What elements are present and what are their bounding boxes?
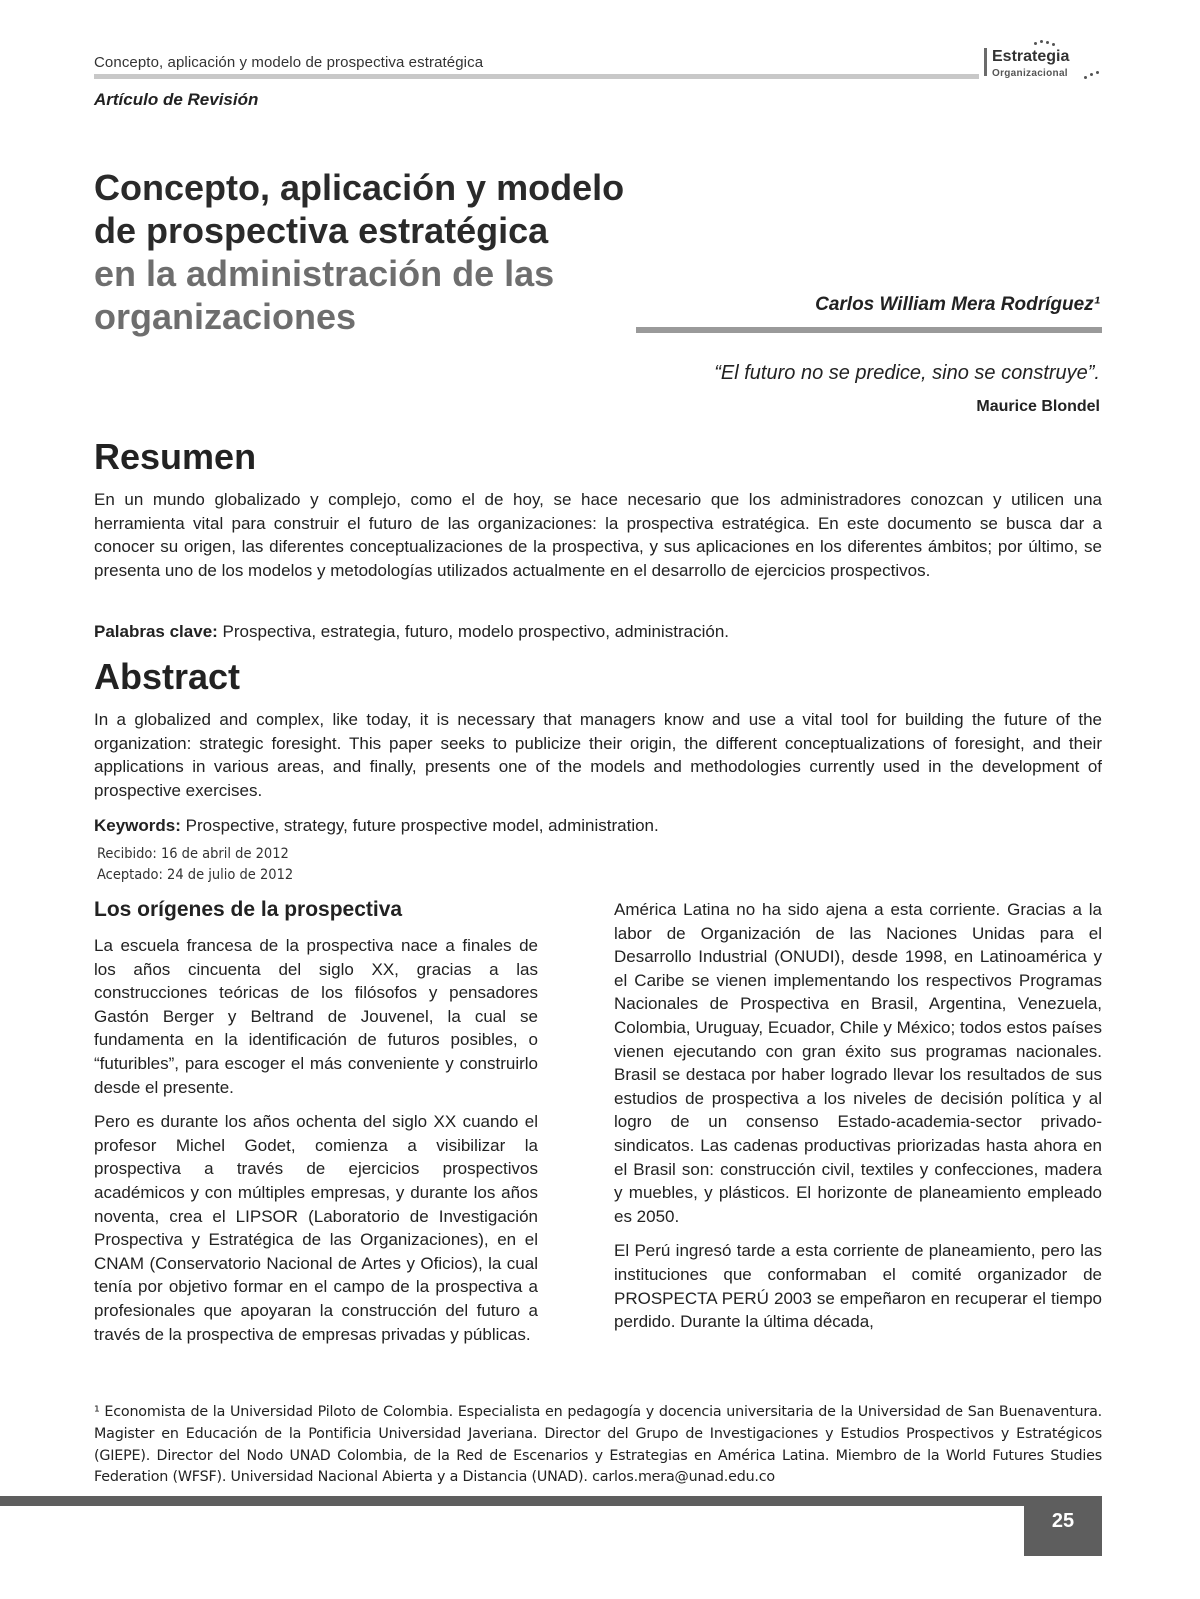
abstract-keywords-label: Keywords: [94,816,181,835]
title-line-4: organizaciones [94,296,357,337]
paragraph-4: El Perú ingresó tarde a esta corriente de planeamiento, pero las instituciones que conformaban el comité organizador de PROSPECTA PERÚ 2003 se empeñaron en recuperar el tiempo perdido. Durante la última década, [614,1241,1102,1332]
footer-rule [0,1496,1102,1506]
article-type-label: Artículo de Revisión [94,90,259,109]
logo-bar [984,48,987,76]
author-name: Carlos William Mera Rodríguez¹ [815,294,1100,315]
resumen-keywords [94,620,1102,644]
resumen-keywords-label: Palabras clave: [94,622,218,641]
paragraph-2: Pero es durante los años ochenta del siglo XX cuando el profesor Michel Godet, comienza a visibilizar la prospectiva a través de ejercicios prospectivos académicos y con múltiples empresas, y durante los años noventa, crea el LIPSOR (Laboratorio de Investigación Prospectiva y Estratégica de las Organizaciones), en el CNAM (Conservatorio Nacional de Artes y Oficios), la cual tenía por objetivo formar en el campo de la prospectiva a profesionales que apoyaran la construcción del futuro a través de la prospectiva de empresas privadas y públicas. [94,1112,538,1344]
author-rule [636,327,1102,333]
epigraph-quote: “El futuro no se predice, sino se construye”. [714,362,1100,384]
paragraph-1: La escuela francesa de la prospectiva nace a finales de los años cincuenta del siglo XX, gracias a las construcciones teóricas de los filósofos y pensadores Gastón Berger y Beltrand de Jouvenel, la cual se fundamenta en la identificación de futuros posibles, o “futuribles”, para escoger el más conveniente y construirlo desde el presente. [94,936,538,1097]
paragraph-3: América Latina no ha sido ajena a esta corriente. Gracias a la labor de Organización de las Naciones Unidas para el Desarrollo Industrial (ONUDI), desde 1998, en Latinoamérica y el Caribe se vienen implementando los respectivos Programas Nacionales de Prospectiva en Brasil, Argentina, Venezuela, Colombia, Uruguay, Ecuador, Chile y México; todos estos países vienen ejecutando con gran éxito sus programas nacionales. Brasil se destaca por haber logrado llevar los resultados de sus estudios de prospectiva a los niveles de decisión política y al logro de un consenso Estado-academia-sector privado-sindicatos. Las cadenas productivas priorizadas hasta ahora en el Brasil son: construcción civil, textiles y confecciones, madera y muebles, y plásticos. El horizonte de planeamiento empleado es 2050. [614,900,1102,1226]
resumen-keywords-value: Prospectiva, estrategia, futuro, modelo prospectivo, administración. [222,622,730,641]
abstract-text: In a globalized and complex, like today, it is necessary that managers know and use a vital tool for building the future of the organization: strategic foresight. This paper seeks to publicize their origin, the different conceptualizations of foresight, and their applications in various areas, and finally, presents one of the models and methodologies currently used in the development of prospective exercises. [94,710,1102,800]
title-line-2: de prospectiva estratégica [94,210,549,251]
resumen-heading: Resumen [94,436,257,477]
running-title: Concepto, aplicación y modelo de prospectiva estratégica [94,54,484,71]
page-number: 25 [1051,1510,1075,1532]
title-line-3: en la administración de las [94,253,555,294]
accepted-date: Aceptado: 24 de julio de 2012 [97,867,294,883]
resumen-text: En un mundo globalizado y complejo, como el de hoy, se hace necesario que los administradores conozcan y utilicen una herramienta vital para construir el futuro de las organizaciones: la prospectiva estratégica. En este documento se busca dar a conocer su origen, las diferentes conceptualizaciones de la prospectiva, y sus aplicaciones en los diferentes ámbitos; por último, se presenta uno de los modelos y metodologías utilizados actualmente en el desarrollo de ejercicios prospectivos. [94,490,1102,580]
author-footnote: ¹ Economista de la Universidad Piloto de Colombia. Especialista en pedagogía y docencia universitaria de la Universidad de San Buenaventura. Magister en Educación de la Pontificia Universidad Javeriana. Director del Grupo de Investigaciones y Estudios Prospectivos y Estratégicos (GIEPE). Director del Nodo UNAD Colombia, de la Red de Escenarios y Estrategias en América Latina. Miembro de la World Futures Studies Federation (WFSF). Universidad Nacional Abierta y a Distancia (UNAD). carlos.mera@unad.edu.co [94,1404,1102,1486]
left-column [94,934,538,1357]
logo-name: Estrategia [992,48,1070,65]
abstract-heading: Abstract [94,656,241,697]
title-line-1: Concepto, aplicación y modelo [94,167,625,208]
journal-logo [984,40,1104,84]
abstract-keywords [94,814,1102,838]
header-rule [94,74,979,79]
abstract-keywords-value: Prospective, strategy, future prospective model, administration. [185,816,659,835]
right-column [614,898,1102,1345]
received-date: Recibido: 16 de abril de 2012 [97,846,289,862]
section-heading: Los orígenes de la prospectiva [94,898,403,921]
epigraph-attribution: Maurice Blondel [976,398,1100,415]
logo-subtitle: Organizacional [992,68,1068,79]
